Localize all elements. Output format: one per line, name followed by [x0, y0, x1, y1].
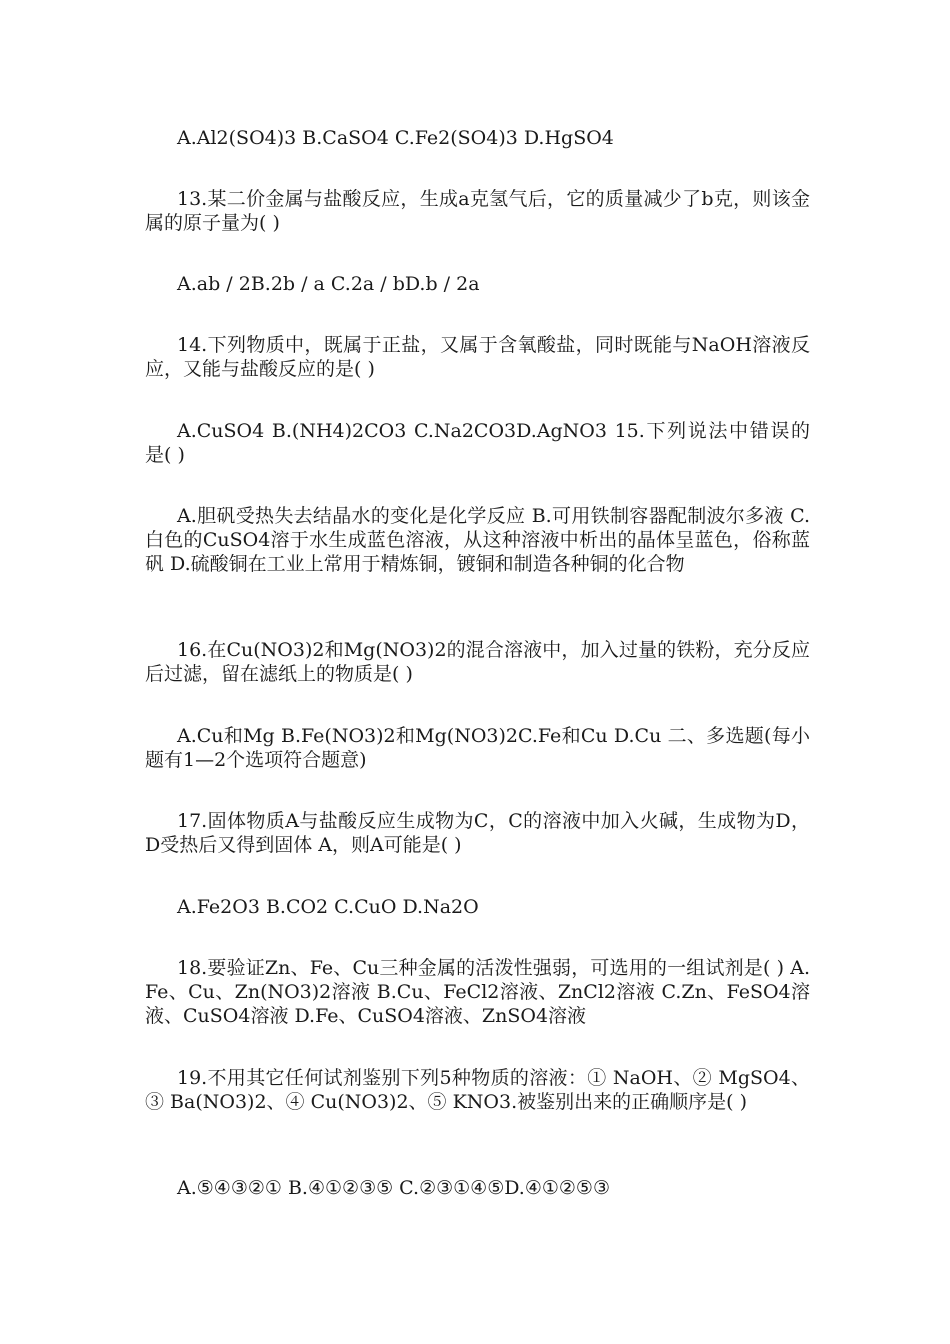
question-17: 17.固体物质A与盐酸反应生成物为C，C的溶液中加入火碱，生成物为D，D受热后又得到固体 A，则A可能是( ) — [145, 810, 810, 856]
answer-options-13: A.ab / 2B.2b / a C.2a / bD.b / 2a — [177, 273, 480, 295]
answer-options-12: A.Al2(SO4)3 B.CaSO4 C.Fe2(SO4)3 D.HgSO4 — [177, 127, 614, 149]
answer-options-16: A.Cu和Mg B.Fe(NO3)2和Mg(NO3)2C.Fe和Cu D.Cu 二、多选题(每小题有1—2个选项符合题意) — [145, 725, 810, 771]
answer-options-14: A.CuSO4 B.(NH4)2CO3 C.Na2CO3D.AgNO3 15.下列说法中错误的是( ) — [145, 420, 810, 466]
question-18: 18.要验证Zn、Fe、Cu三种金属的活泼性强弱，可选用的一组试剂是( ) A.Fe、Cu、Zn(NO3)2溶液 B.Cu、FeCl2溶液、ZnCl2溶液 C.Zn、FeSO4溶液、CuSO4溶液 D.Fe、CuSO4溶液、ZnSO4溶液 — [145, 957, 810, 1027]
question-13: 13.某二价金属与盐酸反应，生成a克氢气后，它的质量减少了b克，则该金属的原子量为( ) — [145, 188, 810, 234]
question-14: 14.下列物质中，既属于正盐，又属于含氧酸盐，同时既能与NaOH溶液反应，又能与盐酸反应的是( ) — [145, 334, 810, 380]
answer-options-17: A.Fe2O3 B.CO2 C.CuO D.Na2O — [177, 896, 479, 918]
question-16: 16.在Cu(NO3)2和Mg(NO3)2的混合溶液中，加入过量的铁粉，充分反应后过滤，留在滤纸上的物质是( ) — [145, 639, 810, 685]
question-19: 19.不用其它任何试剂鉴别下列5种物质的溶液：① NaOH、② MgSO4、③ Ba(NO3)2、④ Cu(NO3)2、⑤ KNO3.被鉴别出来的正确顺序是( ) — [145, 1067, 810, 1113]
answer-options-19: A.⑤④③②① B.④①②③⑤ C.②③①④⑤D.④①②⑤③ — [177, 1177, 611, 1199]
answer-options-15: A.胆矾受热失去结晶水的变化是化学反应 B.可用铁制容器配制波尔多液 C.白色的CuSO4溶于水生成蓝色溶液，从这种溶液中析出的晶体呈蓝色，俗称蓝矾 D.硫酸铜在工业上常用于精炼铜，镀铜和制造各种铜的化合物 — [145, 505, 810, 575]
